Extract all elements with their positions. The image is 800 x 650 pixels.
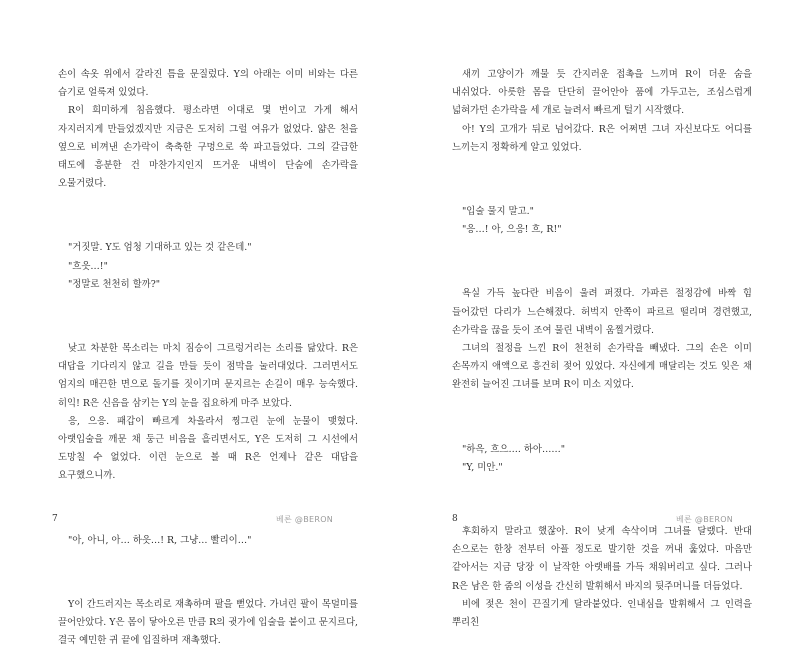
paragraph: 손이 속옷 위에서 갈라진 틈을 문질렀다. Y의 아래는 이미 비와는 다른 습기로 얼룩져 있었다.	[58, 69, 358, 99]
paragraph: 후회하지 말라고 했잖아. R이 낮게 속삭이며 그녀를 달랬다. 반대 손으로는 한창 전부터 아플 정도로 발기한 것을 꺼내 훑었다. 마음만 같아서는 지금 당장 이 날작한 아랫배를 가득 채워버리고 싶다. 그러나 R은 남은 한 줌의 이성을 간신히 발휘해서 바지의 뒷주머니를 더듬었다.	[452, 526, 752, 592]
running-footer: 베론 @BERON	[276, 515, 334, 524]
paragraph: "정말로 천천히 할까?"	[68, 278, 161, 290]
right-page	[400, 0, 800, 629]
paragraph: 낮고 차분한 목소리는 마치 짐승이 그르렁거리는 소리를 닮았다. R은 대답을 기다리지 않고 길을 만들 듯이 점막을 눌러대었다. 그러면서도 엄지의 매끈한 면으로 돌기를 짓이기며 문지르는 손길이 매우 능숙했다. 히익! R은 신음을 삼키는 Y의 눈을 집요하게 마주 보았다.	[58, 343, 358, 409]
paragraph: Y이 간드러지는 목소리로 재촉하며 팔을 뻗었다. 가녀린 팔이 목덜미를 끌어안았다. Y은 몸이 닿아오른 만큼 R의 귓가에 입술을 붙이고 문지르다, 결국 예민한 귀 끝에 입질하며 재촉했다.	[58, 598, 358, 647]
left-body-text	[58, 66, 358, 650]
paragraph-gap	[452, 411, 752, 425]
paragraph: "Y, 미안."	[462, 461, 503, 473]
paragraph: 비에 젖은 천이 끈질기게 달라붙었다. 인내심을 발휘해서 그 인력을 뿌리친	[452, 598, 752, 629]
page-number: 7	[52, 514, 58, 524]
left-page	[0, 0, 400, 647]
paragraph: 응, 으응. 패갑이 빠르게 차올라서 찡그린 눈에 눈물이 맺혔다. 아랫입술을 깨문 채 둥근 비음을 흘리면서도, Y은 도저히 그 시선에서 도망칠 수 없었다. 이런 눈으로 볼 때 R은 언제나 같은 대답을 요구했으니까.	[58, 415, 358, 482]
paragraph: 욕실 가득 높다란 비음이 울려 퍼졌다. 가파른 절정감에 바짝 힘 들어갔던 다리가 느슨해졌다. 허벅지 안쪽이 파르르 떨리며 경련했고, 손가락을 끊을 듯이 조여 물린 내벽이 움찔거렸다.	[452, 288, 752, 336]
running-footer: 베론 @BERON	[676, 515, 734, 524]
paragraph: 그녀의 절정을 느낀 R이 천천히 손가락을 빼냈다. 그의 손은 이미 손목까지 애액으로 흥건히 젖어 있었다. 자신에게 매달리는 것도 잊은 채 완전히 늘어진 그녀를 보며 R이 미소 지었다.	[452, 343, 752, 391]
paragraph: "응…! 아, 으응! 흐, R!"	[462, 224, 562, 236]
paragraph: 아! Y의 고개가 뒤로 넘어갔다. R은 어쩌면 그녀 자신보다도 어디를 느끼는지 정확하게 알고 있었다.	[452, 123, 752, 153]
paragraph-gap	[58, 209, 358, 223]
paragraph-gap	[452, 493, 752, 507]
paragraph-gap	[452, 173, 752, 187]
paragraph-gap	[58, 566, 358, 580]
paragraph: "흐읏…!"	[68, 260, 108, 272]
paragraph-gap	[452, 255, 752, 269]
paragraph: R이 희미하게 침음했다. 평소라면 이대로 몇 번이고 가게 해서 자지러지게 만들었겠지만 지금은 도저히 그럴 여유가 없었다. 얇은 천을 옆으로 비껴낸 손가락이 축축한 구멍으로 쑥 파고들었다. 그의 갈급한 태도에 흥분한 건 마찬가지인지 뜨거운 내벽이 단숨에 손가락을 오물거렸다.	[58, 105, 358, 190]
right-body-text	[452, 66, 752, 632]
page-number: 8	[452, 514, 458, 524]
paragraph: 새끼 고양이가 깨물 듯 간지러운 접촉을 느끼며 R이 더운 숨을 내쉬었다. 아릇한 몸을 단단히 끌어안아 품에 가두고는, 조심스럽게 넓혀가던 손가락을 세 개로 늘려서 빠르게 털기 시작했다.	[452, 69, 752, 117]
paragraph: "입술 물지 말고."	[462, 206, 534, 218]
paragraph: "하윽, 흐으…. 하아……"	[462, 443, 566, 455]
paragraph: "거짓말. Y도 엄청 기대하고 있는 것 같은데."	[68, 242, 252, 254]
paragraph-gap	[58, 310, 358, 324]
paragraph: "아, 아니, 아… 하읏…! R, 그냥… 빨리이…"	[68, 534, 252, 546]
